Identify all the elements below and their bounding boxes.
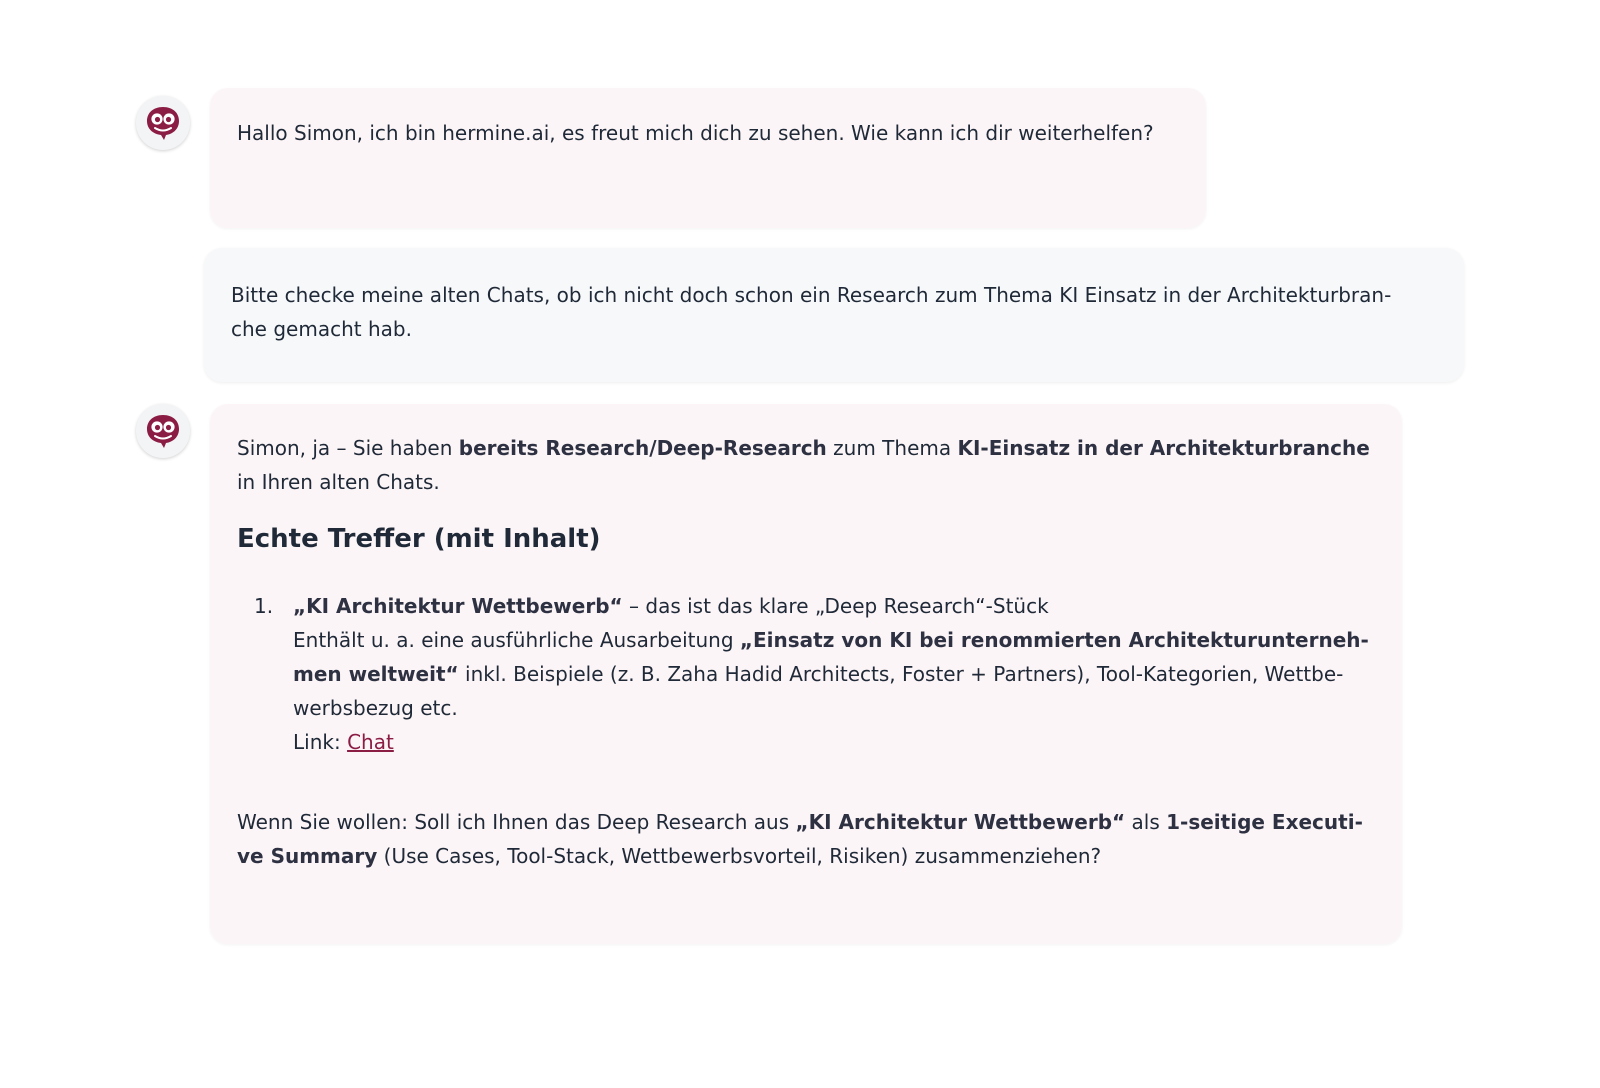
list-item-title: „KI Architektur Wettbewerb“ — [293, 594, 623, 618]
closing-emphasis: ve Summary — [237, 844, 378, 868]
desc-emphasis: men weltweit“ — [293, 662, 459, 686]
link-label: Link: — [293, 730, 348, 754]
result-list — [237, 589, 1376, 759]
closing-emphasis: „KI Architektur Wettbewerb“ — [795, 810, 1126, 834]
desc-emphasis: „Einsatz von KI bei renommierten Architekturunterneh- — [739, 628, 1369, 652]
message-text-line: Bitte checke meine alten Chats, ob ich nicht doch schon ein Research zum Thema KI Einsatz in der Architekturbran- — [231, 283, 1392, 307]
bot-avatar — [136, 96, 190, 150]
list-item-title-rest: – das ist das klare „Deep Research“-Stück — [622, 594, 1049, 618]
owl-speech-bubble-icon — [143, 411, 183, 451]
answer-heading: Echte Treffer (mit Inhalt) — [237, 524, 601, 554]
list-item-link-line — [293, 725, 1376, 759]
owl-speech-bubble-icon — [143, 103, 183, 143]
bot-message-greeting — [210, 88, 1206, 228]
user-message — [204, 248, 1464, 382]
closing-text: als — [1125, 810, 1167, 834]
intro-text: zum Thema — [826, 436, 958, 460]
intro-emphasis: bereits Research/Deep-Research — [458, 436, 827, 460]
list-item-title-line — [293, 589, 1376, 623]
answer-intro-line2: in Ihren alten Chats. — [237, 470, 440, 494]
closing-emphasis: 1-seitige Executi- — [1166, 810, 1363, 834]
intro-text: Simon, ja – Sie haben — [237, 436, 459, 460]
list-item-desc-line — [293, 623, 1376, 657]
bot-avatar — [136, 404, 190, 458]
intro-emphasis: KI-Einsatz in der Architekturbranche — [957, 436, 1370, 460]
message-text-line: che gemacht hab. — [231, 317, 412, 341]
list-item-desc-line — [293, 657, 1376, 691]
answer-closing-line2 — [237, 839, 1376, 873]
closing-text: (Use Cases, Tool-Stack, Wettbewerbsvorteil, Risiken) zusammenziehen? — [377, 844, 1102, 868]
list-number: 1. — [254, 594, 274, 618]
closing-text: Wenn Sie wollen: Soll ich Ihnen das Deep Research aus — [237, 810, 796, 834]
desc-text: Enthält u. a. eine ausführliche Ausarbeitung — [293, 628, 740, 652]
chat-link[interactable]: Chat — [347, 730, 394, 754]
answer-closing — [237, 805, 1376, 839]
bot-message-answer — [210, 404, 1402, 944]
answer-intro — [237, 431, 1376, 465]
desc-text: inkl. Beispiele (z. B. Zaha Hadid Architects, Foster + Partners), Tool-Kategorien, Wettbe- — [458, 662, 1344, 686]
list-item-desc-line: werbsbezug etc. — [293, 696, 458, 720]
message-text: Hallo Simon, ich bin hermine.ai, es freut mich dich zu sehen. Wie kann ich dir weiterhelfen? — [237, 121, 1154, 145]
